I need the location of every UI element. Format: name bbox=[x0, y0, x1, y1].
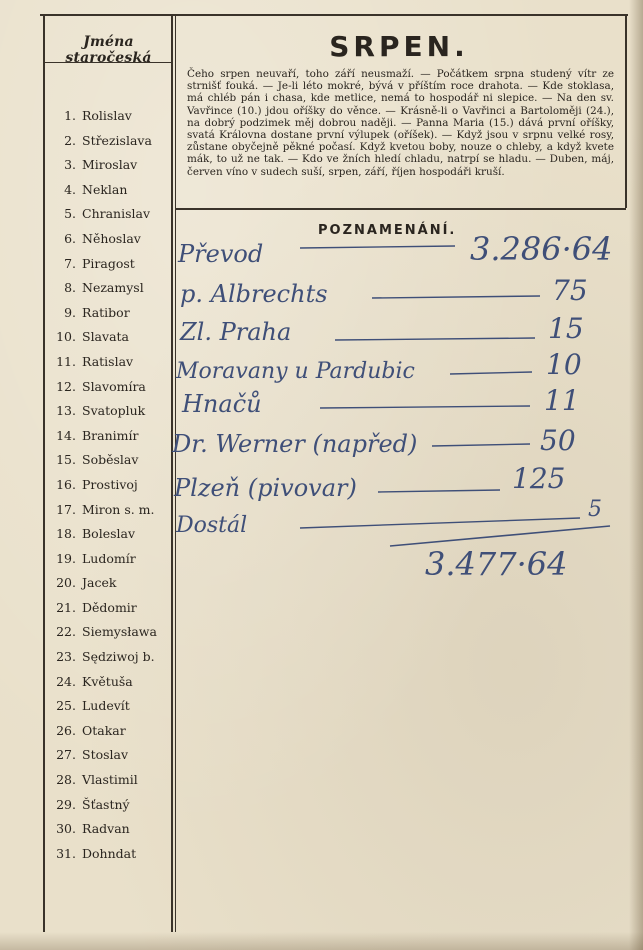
day-number: 30. bbox=[56, 821, 76, 837]
name-text: Miroslav bbox=[82, 157, 138, 173]
name-text: Piragost bbox=[82, 255, 135, 271]
day-number: 5. bbox=[64, 206, 76, 222]
day-number: 27. bbox=[56, 747, 76, 763]
day-number: 15. bbox=[56, 452, 76, 468]
entry-label: Moravany u Pardubic bbox=[176, 359, 415, 384]
name-text: Stoslav bbox=[82, 747, 129, 763]
name-text: Dědomir bbox=[82, 599, 137, 615]
name-text: Vlastimil bbox=[82, 772, 138, 788]
entry-underline bbox=[300, 246, 455, 248]
entry-underline bbox=[320, 406, 530, 408]
day-number: 8. bbox=[64, 280, 76, 296]
entry-underline bbox=[450, 372, 532, 374]
entry-underline bbox=[432, 444, 530, 446]
name-text: Ratibor bbox=[82, 304, 130, 320]
day-number: 9. bbox=[64, 304, 76, 320]
entry-amount: 125 bbox=[512, 462, 566, 495]
name-text: Miron s. m. bbox=[82, 501, 155, 517]
day-number: 6. bbox=[64, 230, 76, 246]
entry-amount: 50 bbox=[540, 424, 576, 457]
name-text: Jacek bbox=[82, 575, 117, 591]
notes-heading: POZNAMENÁNÍ. bbox=[318, 223, 457, 238]
entry-amount: 5 bbox=[588, 497, 602, 522]
name-text: Květuša bbox=[82, 673, 133, 689]
day-number: 11. bbox=[56, 353, 76, 369]
entry-underline bbox=[300, 518, 580, 528]
day-number: 16. bbox=[56, 476, 76, 492]
entry-amount: 10 bbox=[546, 348, 582, 381]
day-number: 31. bbox=[56, 845, 76, 861]
name-text: Šťastný bbox=[82, 796, 130, 812]
day-number: 24. bbox=[56, 673, 76, 689]
entry-amount: 3.286·64 bbox=[470, 230, 613, 268]
day-number: 7. bbox=[64, 255, 76, 271]
name-text: Střezislava bbox=[82, 132, 152, 148]
entry-underline bbox=[378, 490, 500, 492]
day-number: 18. bbox=[56, 526, 76, 542]
day-number: 20. bbox=[56, 575, 76, 591]
entry-underline bbox=[372, 296, 540, 298]
entry-amount: 11 bbox=[544, 384, 580, 417]
entry-label: Hnačů bbox=[182, 390, 262, 418]
entry-label: Dr. Werner (napřed) bbox=[172, 430, 418, 458]
entry-label: Plzeň (pivovar) bbox=[174, 474, 357, 502]
day-number: 17. bbox=[56, 501, 76, 517]
day-number: 2. bbox=[64, 132, 76, 148]
day-number: 13. bbox=[56, 403, 76, 419]
day-number: 1. bbox=[64, 108, 76, 123]
name-text: Ratislav bbox=[82, 353, 134, 369]
entry-underline bbox=[335, 338, 535, 340]
name-text: Soběslav bbox=[82, 452, 139, 468]
name-text: Nezamysl bbox=[82, 280, 144, 296]
name-text: Boleslav bbox=[82, 526, 136, 542]
entry-label: p. Albrechts bbox=[180, 280, 328, 308]
name-text: Radvan bbox=[82, 821, 130, 837]
day-number: 23. bbox=[56, 649, 76, 665]
name-text: Svatopluk bbox=[82, 403, 146, 419]
name-text: Slavomíra bbox=[82, 378, 146, 394]
name-text: Dohndat bbox=[82, 845, 137, 861]
day-number: 26. bbox=[56, 722, 76, 738]
names-heading: Jména staročeská bbox=[65, 34, 152, 66]
entry-label: Zl. Praha bbox=[180, 318, 292, 346]
name-text: Sędziwoj b. bbox=[82, 649, 155, 665]
day-number: 21. bbox=[56, 599, 76, 615]
day-number: 3. bbox=[64, 157, 76, 173]
day-number: 22. bbox=[56, 624, 76, 640]
entry-amount: 15 bbox=[548, 312, 584, 345]
name-text: Branimír bbox=[82, 427, 139, 443]
name-text: Něhoslav bbox=[82, 230, 141, 246]
day-number: 12. bbox=[56, 378, 76, 394]
day-number: 19. bbox=[56, 550, 76, 566]
day-number: 4. bbox=[64, 181, 76, 197]
month-title: SRPEN. bbox=[329, 30, 469, 63]
day-number: 14. bbox=[56, 427, 76, 443]
name-text: Ludomír bbox=[82, 550, 136, 566]
name-text: Otakar bbox=[82, 722, 126, 738]
day-number: 28. bbox=[56, 772, 76, 788]
name-text: Siemysława bbox=[82, 624, 157, 640]
day-number: 10. bbox=[56, 329, 76, 345]
name-text: Slavata bbox=[82, 329, 130, 345]
entry-label: Převod bbox=[178, 240, 264, 268]
day-number: 29. bbox=[56, 796, 76, 812]
name-text: Chranislav bbox=[82, 206, 151, 222]
name-text: Rolislav bbox=[82, 108, 132, 123]
proverbs-text: Čeho srpen neuvaří, toho září neusmaží. — Počátkem srpna studený vítr ze strnišť fouká. — Je-li léto mokré, bývá v příštím roce drahota. — Kde stoklasa, má chléb pán i chasa, kde metlice, nemá to hospodář ni slepice. — Na den sv. Vavřince (10.) jdou oříšky do věnce. — Krásně-li o Vavřinci a Bartoloměji (24.), na dobrý podzimek měj dobrou naději. — Panna Maria (15.) dává první oříšky, svatá Královna dostane první výlupek (oříšek). — Když jsou v srpnu velké rosy, zůstane obyčejně pěkné počasí. Když kvetou boby, nouze o chleby, a když kvete mák, to už ne tak. — Kdo ve žních hledí chladu, natrpí se hladu. — Duben, máj, červen víno v sudech suší, srpen, září, říjen hospodáři kruší. bbox=[187, 68, 614, 178]
name-text: Prostivoj bbox=[82, 476, 138, 492]
name-text: Neklan bbox=[82, 181, 128, 197]
name-text: Ludevít bbox=[82, 698, 130, 714]
entry-label: Dostál bbox=[176, 513, 248, 538]
sum-rule bbox=[390, 526, 610, 546]
total-amount: 3.477·64 bbox=[425, 545, 568, 583]
entry-amount: 75 bbox=[552, 274, 588, 307]
day-number: 25. bbox=[56, 698, 76, 714]
